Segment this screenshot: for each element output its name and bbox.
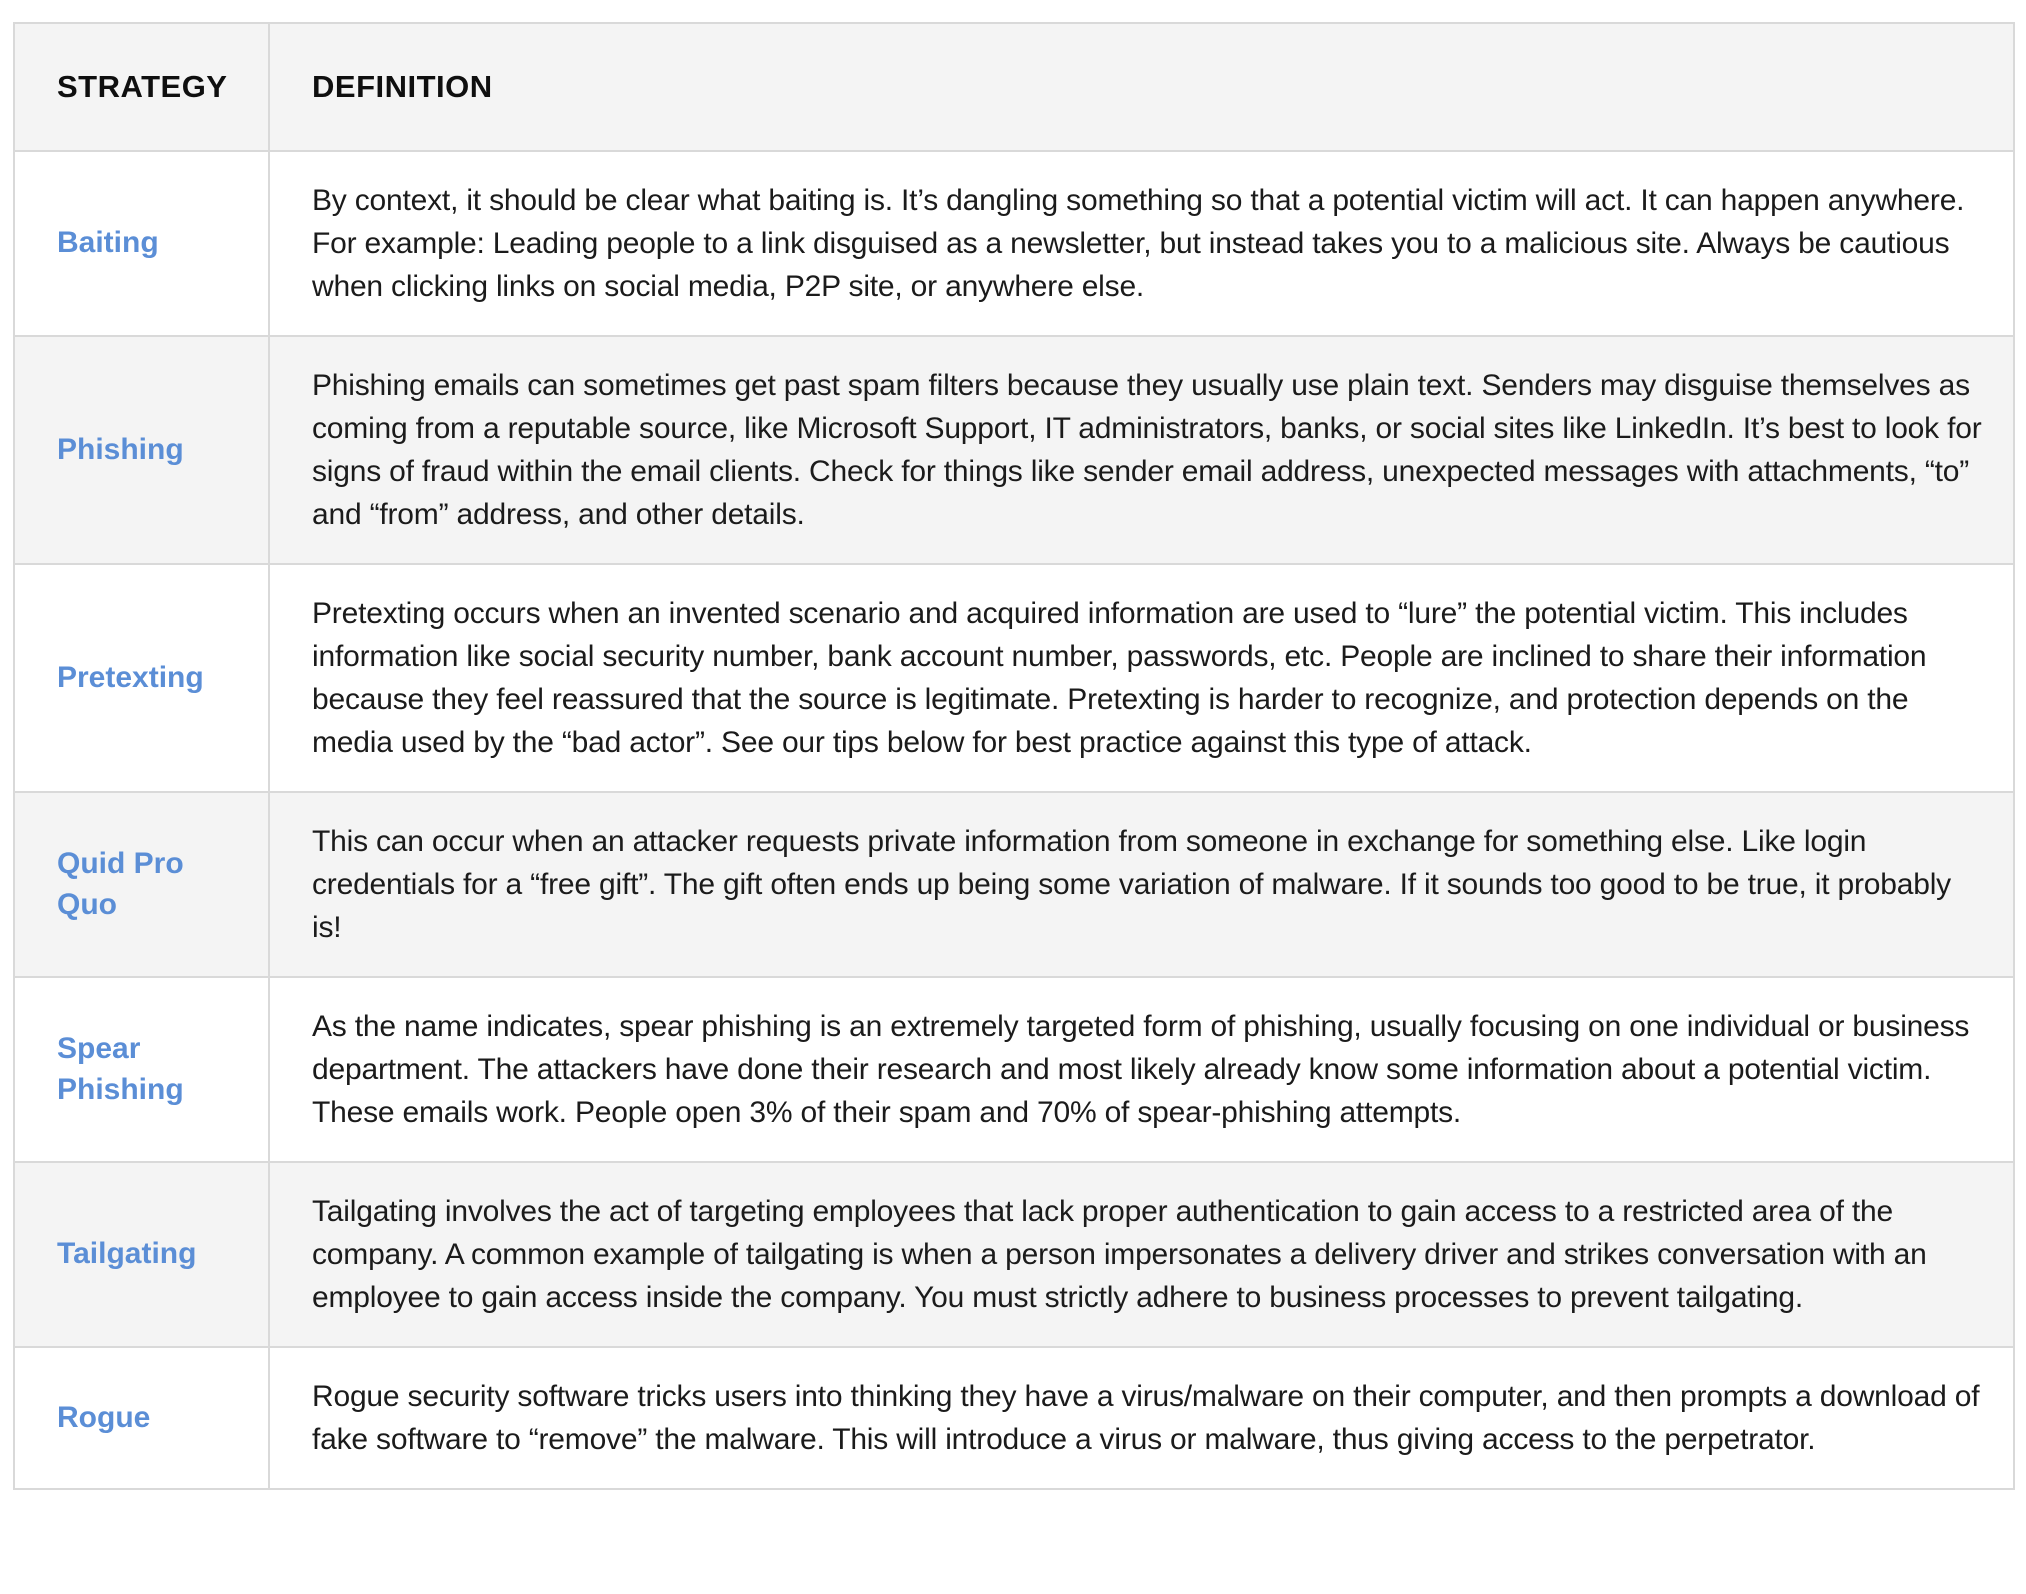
definition-cell: This can occur when an attacker requests private information from someone in exchange for something else. Like login credentials for a “free gift”. The gift often ends up being some variation of malware. If it sounds too good to be true, it probably is!	[269, 792, 2014, 977]
definition-cell: Pretexting occurs when an invented scenario and acquired information are used to “lure” the potential victim. This includes information like social security number, bank account number, passwords, etc. People are inclined to share their information because they feel reassured that the source is legitimate. Pretexting is harder to recognize, and protection depends on the media used by the “bad actor”. See our tips below for best practice against this type of attack.	[269, 564, 2014, 792]
table-row-spear-phishing	[14, 977, 2014, 1162]
strategy-label: Quid Pro Quo	[57, 847, 184, 921]
column-header-definition: DEFINITION	[269, 23, 2014, 151]
strategy-label: Rogue	[57, 1400, 151, 1434]
definition-cell: By context, it should be clear what baiting is. It’s dangling something so that a potential victim will act. It can happen anywhere. For example: Leading people to a link disguised as a newsletter, but instead takes you to a malicious site. Always be cautious when clicking links on social media, P2P site, or anywhere else.	[269, 151, 2014, 336]
table-row-baiting	[14, 151, 2014, 336]
definition-cell: Tailgating involves the act of targeting employees that lack proper authentication to gain access to a restricted area of the company. A common example of tailgating is when a person impersonates a delivery driver and strikes conversation with an employee to gain access inside the company. You must strictly adhere to business processes to prevent tailgating.	[269, 1162, 2014, 1347]
strategy-label: Baiting	[57, 226, 159, 260]
strategy-cell	[14, 792, 269, 977]
table-row-rogue	[14, 1347, 2014, 1489]
strategy-cell	[14, 564, 269, 792]
table-row-pretexting	[14, 564, 2014, 792]
strategy-cell	[14, 1347, 269, 1489]
table-row-quid-pro-quo	[14, 792, 2014, 977]
table-row-tailgating	[14, 1162, 2014, 1347]
strategy-label: Tailgating	[57, 1237, 197, 1271]
strategy-label: Spear Phishing	[57, 1032, 184, 1106]
header-row	[14, 23, 2014, 151]
strategy-label: Pretexting	[57, 660, 204, 694]
definition-cell: As the name indicates, spear phishing is an extremely targeted form of phishing, usually focusing on one individual or business department. The attackers have done their research and most likely already know some information about a potential victim. These emails work. People open 3% of their spam and 70% of spear-phishing attempts.	[269, 977, 2014, 1162]
strategy-cell	[14, 1162, 269, 1347]
strategy-label: Phishing	[57, 432, 184, 466]
definition-cell: Phishing emails can sometimes get past spam filters because they usually use plain text. Senders may disguise themselves as coming from a reputable source, like Microsoft Support, IT administrators, banks, or social sites like LinkedIn. It’s best to look for signs of fraud within the email clients. Check for things like sender email address, unexpected messages with attachments, “to” and “from” address, and other details.	[269, 336, 2014, 564]
strategy-cell	[14, 151, 269, 336]
strategy-definition-table	[13, 22, 2015, 1490]
definition-cell: Rogue security software tricks users into thinking they have a virus/malware on their computer, and then prompts a download of fake software to “remove” the malware. This will introduce a virus or malware, thus giving access to the perpetrator.	[269, 1347, 2014, 1489]
table-row-phishing	[14, 336, 2014, 564]
strategy-cell	[14, 977, 269, 1162]
column-header-strategy: STRATEGY	[14, 23, 269, 151]
strategy-cell	[14, 336, 269, 564]
